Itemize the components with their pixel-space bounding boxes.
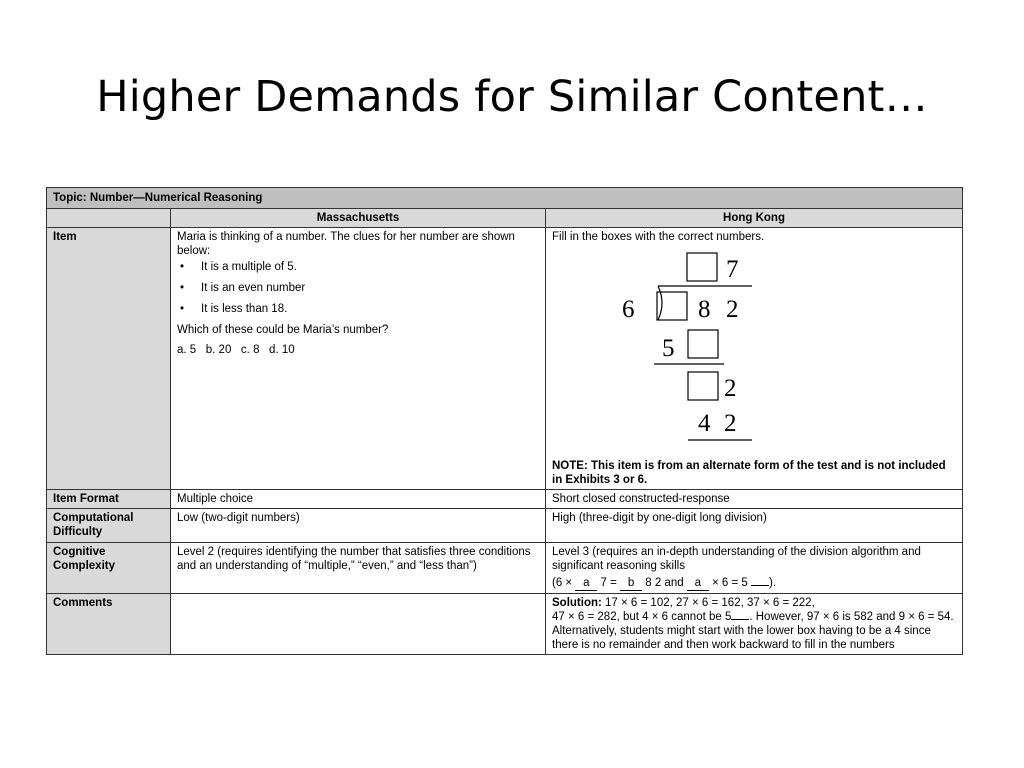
first-product-digit: 5: [662, 335, 675, 362]
hk-complexity-text: Level 3 (requires an in-depth understanding of the division algorithm and significant reasoning skills: [552, 546, 921, 572]
solution-text: . However, 97 × 6 is 582 and 9 × 6 = 54. Alternatively, students might start with the lower box having to be a 4 since there is no remainder and then work backward to fill in the numbers: [552, 611, 954, 651]
ma-item-intro: Maria is thinking of a number. The clues for her number are shown below:: [177, 231, 515, 257]
quotient-blank-box[interactable]: [687, 253, 717, 281]
hong-kong-comments-cell: [546, 594, 963, 655]
equation-part: 7 =: [597, 577, 621, 589]
row-label-item-format: Item Format: [47, 490, 171, 509]
list-item: • It is an even number: [177, 281, 540, 295]
list-item: • It is less than 18.: [177, 302, 540, 316]
ma-clue-list: [177, 260, 540, 316]
equation-part: 8 2 and: [642, 577, 687, 589]
hong-kong-difficulty-cell: High (three-digit by one-digit long division): [546, 509, 963, 543]
table-row-comments: [47, 594, 963, 655]
solution-label: Solution:: [552, 597, 602, 609]
row-label-item: Item: [47, 228, 171, 490]
massachusetts-format-cell: Multiple choice: [171, 490, 546, 509]
second-product-digit: 2: [724, 410, 737, 437]
hk-item-note: NOTE: This item is from an alternate form of the test and is not included in Exhibits 3 or 6.: [552, 460, 946, 486]
equation-part: × 6 = 5: [708, 577, 752, 589]
column-header-massachusetts: Massachusetts: [171, 209, 546, 228]
equation-blank-empty: [751, 585, 769, 586]
solution-text: 17 × 6 = 102, 27 × 6 = 162, 37 × 6 = 222,: [601, 597, 815, 609]
massachusetts-item-cell: [171, 228, 546, 490]
ma-answer-choices: a. 5 b. 20 c. 8 d. 10: [177, 344, 295, 356]
remainder-digit: 2: [724, 375, 737, 402]
massachusetts-difficulty-cell: Low (two-digit numbers): [171, 509, 546, 543]
massachusetts-complexity-cell: Level 2 (requires identifying the number that satisfies three conditions and an understanding of “multiple,” “even,” and “less than”): [171, 543, 546, 594]
table-row-item-format: [47, 490, 963, 509]
hk-complexity-equation: [552, 576, 957, 591]
comparison-table: [46, 187, 963, 655]
table-row-cognitive-complexity: [47, 543, 963, 594]
slide-title: Higher Demands for Similar Content…: [96, 72, 928, 122]
solution-blank: [731, 619, 749, 620]
long-division-diagram: [604, 248, 754, 453]
solution-text: 47 × 6 = 282, but 4 × 6 cannot be 5: [552, 611, 732, 623]
hk-item-instruction: Fill in the boxes with the correct numbers.: [552, 231, 765, 243]
column-header-hong-kong: Hong Kong: [546, 209, 963, 228]
second-product-digit: 4: [698, 410, 711, 437]
divisor: 6: [622, 296, 635, 323]
quotient-digit: 7: [726, 256, 739, 283]
equation-part: (6 ×: [552, 577, 576, 589]
hk-solution-line2: [552, 610, 957, 652]
table-row-computational-difficulty: [47, 509, 963, 543]
list-item: • It is a multiple of 5.: [177, 260, 540, 274]
massachusetts-comments-cell: [171, 594, 546, 655]
hong-kong-item-cell: [546, 228, 963, 490]
empty-corner-cell: [47, 209, 171, 228]
equation-blank-a: a: [575, 576, 597, 591]
ma-item-question: Which of these could be Maria’s number?: [177, 324, 389, 336]
equation-blank-a: a: [687, 576, 709, 591]
row-label-cognitive-complexity: Cognitive Complexity: [47, 543, 171, 594]
topic-header: Topic: Number—Numerical Reasoning: [47, 188, 963, 209]
hong-kong-complexity-cell: [546, 543, 963, 594]
dividend-digit: 8: [698, 296, 711, 323]
row-label-computational-difficulty: Computational Difficulty: [47, 509, 171, 543]
product-blank-box[interactable]: [688, 330, 718, 358]
hong-kong-format-cell: Short closed constructed-response: [546, 490, 963, 509]
equation-blank-b: b: [620, 576, 642, 591]
dividend-digit: 2: [726, 296, 739, 323]
hk-solution-line1: [552, 596, 957, 610]
remainder-blank-box[interactable]: [688, 372, 718, 400]
division-bracket: [658, 286, 662, 320]
table-row-item: [47, 228, 963, 490]
row-label-comments: Comments: [47, 594, 171, 655]
equation-part: ).: [769, 577, 777, 589]
